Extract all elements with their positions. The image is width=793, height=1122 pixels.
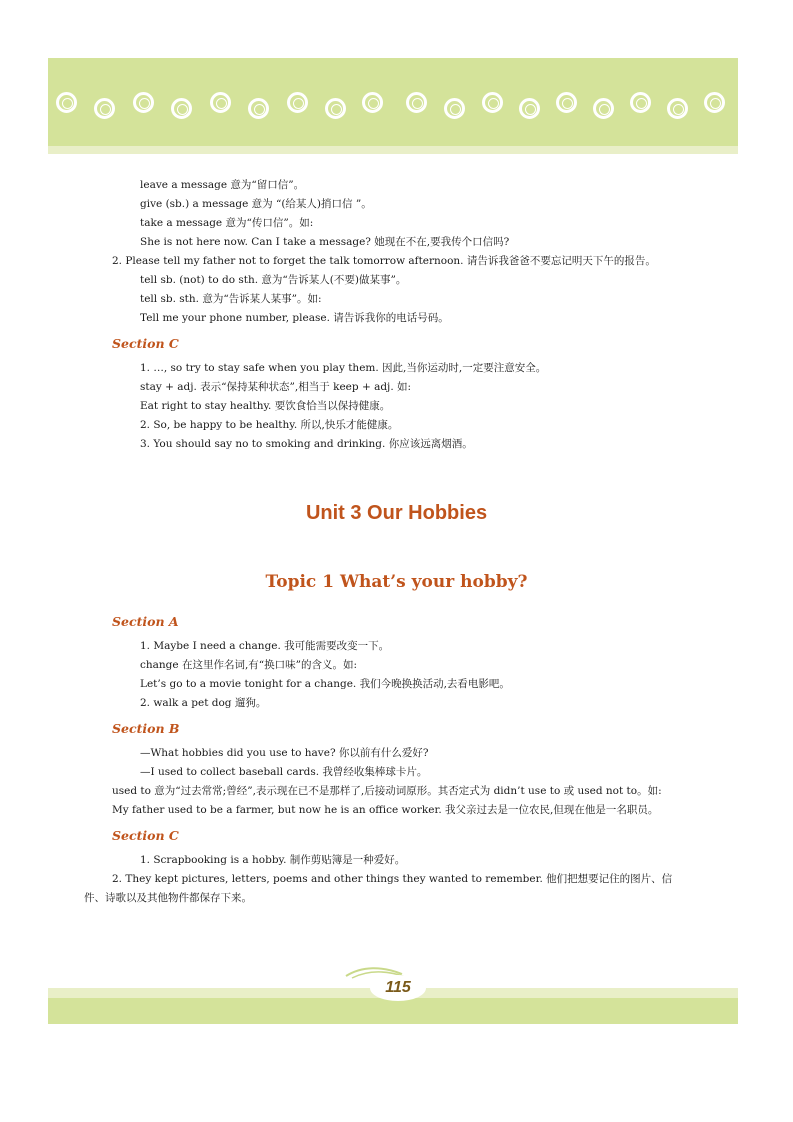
text-line: Tell me your phone number, please. 请告诉我你的电话号码。 [140,312,449,324]
section-a-notes [112,637,682,713]
section-c-notes [112,359,682,454]
section-c2-notes [84,851,682,908]
circle-ornament-icon [56,92,77,113]
circle-ornament-icon [325,98,346,119]
text-line: stay + adj. 表示“保持某种状态”,相当于 keep + adj. 如: [140,381,412,393]
text-line: 1. …, so try to stay safe when you play them. 因此,当你运动时,一定要注意安全。 [140,362,547,374]
text-line: 1. Scrapbooking is a hobby. 制作剪贴簿是一种爱好。 [140,854,406,866]
section-a-heading: Section A [112,614,179,629]
text-line: Let’s go to a movie tonight for a change. 我们今晚换换活动,去看电影吧。 [140,678,510,690]
text-line: Eat right to stay healthy. 要饮食恰当以保持健康。 [140,400,391,412]
text-line: take a message 意为“传口信”。如: [140,217,314,229]
text-line: —I used to collect baseball cards. 我曾经收集棒球卡片。 [140,766,428,778]
circle-ornament-icon [444,98,465,119]
page-number: 115 [370,975,426,1001]
section-b-notes [112,744,682,820]
header-circle-decoration [56,86,736,122]
text-line: change 在这里作名词,有“换口味”的含义。如: [140,659,358,671]
text-line: 1. Maybe I need a change. 我可能需要改变一下。 [140,640,390,652]
text-line: 2. Please tell my father not to forget the talk tomorrow afternoon. 请告诉我爸爸不要忘记明天下午的报告。 [112,255,656,267]
text-line: used to 意为“过去常常;曾经”,表示现在已不是那样了,后接动词原形。其否定式为 didn’t use to 或 used not to。如: [112,785,662,797]
text-line: tell sb. (not) to do sth. 意为“告诉某人(不要)做某事”。 [140,274,407,286]
circle-ornament-icon [667,98,688,119]
circle-ornament-icon [593,98,614,119]
circle-ornament-icon [482,92,503,113]
text-line: 3. You should say no to smoking and drinking. 你应该远离烟酒。 [140,438,473,450]
circle-ornament-icon [248,98,269,119]
section-b-heading: Section B [112,721,180,736]
text-line: She is not here now. Can I take a message? 她现在不在,要我传个口信吗? [140,236,510,248]
circle-ornament-icon [556,92,577,113]
unit-title: Unit 3 Our Hobbies [305,502,488,524]
intro-notes [112,176,682,328]
circle-ornament-icon [133,92,154,113]
circle-ornament-icon [362,92,383,113]
page-content [112,176,682,454]
circle-ornament-icon [287,92,308,113]
text-line: leave a message 意为“留口信”。 [140,179,305,191]
circle-ornament-icon [704,92,725,113]
circle-ornament-icon [210,92,231,113]
circle-ornament-icon [171,98,192,119]
circle-ornament-icon [94,98,115,119]
text-line: —What hobbies did you use to have? 你以前有什么爱好? [140,747,429,759]
topic-title: Topic 1 What’s your hobby? [265,572,528,592]
text-line: 2. So, be happy to be healthy. 所以,快乐才能健康。 [140,419,399,431]
text-line: give (sb.) a message 意为 “(给某人)捎口信 ”。 [140,198,372,210]
section-c2-heading: Section C [112,828,179,843]
circle-ornament-icon [630,92,651,113]
circle-ornament-icon [406,92,427,113]
topic-content [84,612,682,908]
text-line: 2. They kept pictures, letters, poems and other things they wanted to remember. 他们把想要记住的图片、信件、诗歌以及其他物件都保存下来。 [84,873,673,904]
text-line: 2. walk a pet dog 遛狗。 [140,697,267,709]
text-line: My father used to be a farmer, but now he is an office worker. 我父亲过去是一位农民,但现在他是一名职员。 [112,804,659,816]
section-c-heading: Section C [112,336,179,351]
circle-ornament-icon [519,98,540,119]
text-line: tell sb. sth. 意为“告诉某人某事”。如: [140,293,322,305]
header-stripe [48,146,738,154]
